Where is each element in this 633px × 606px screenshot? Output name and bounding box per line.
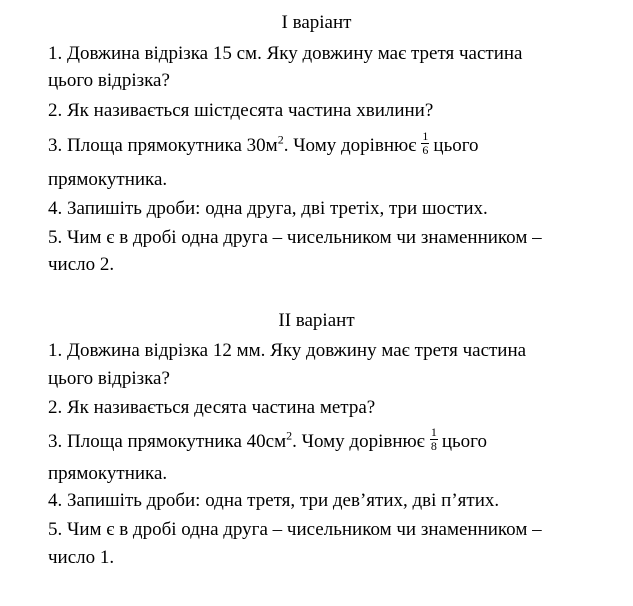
v1-question-3-line-1 bbox=[48, 129, 479, 160]
v1-question-1-line-2: цього відрізка? bbox=[48, 70, 170, 91]
v2-question-5-line-2: число 1. bbox=[48, 547, 115, 568]
v1-q3-fraction-denominator: 6 bbox=[422, 143, 429, 157]
v1-question-5-line-2: число 2. bbox=[48, 254, 115, 275]
v2-question-3-line-2: прямокутника. bbox=[48, 463, 168, 484]
v1-q3-text-after: цього bbox=[433, 134, 479, 156]
variant-2-title: II варіант bbox=[278, 310, 355, 331]
v2-question-1-line-1: 1. Довжина відрізка 12 мм. Яку довжину має третя частина bbox=[48, 340, 527, 361]
v2-q3-text-mid: . Чому дорівнює bbox=[292, 430, 425, 452]
v1-q3-fraction-numerator: 1 bbox=[422, 129, 429, 143]
v2-question-2: 2. Як називається десята частина метра? bbox=[48, 397, 376, 418]
v1-question-4: 4. Запишіть дроби: одна друга, дві третіх, три шостих. bbox=[48, 198, 488, 219]
v2-question-5-line-1: 5. Чим є в дробі одна друга – чисельником чи знаменником – bbox=[48, 519, 542, 540]
v2-q3-fraction-denominator: 8 bbox=[430, 439, 437, 453]
v1-question-5-line-1: 5. Чим є в дробі одна друга – чисельником чи знаменником – bbox=[48, 227, 542, 248]
v2-question-1-line-2: цього відрізка? bbox=[48, 368, 170, 389]
v2-q3-fraction-numerator: 1 bbox=[430, 425, 437, 439]
v2-q3-fraction bbox=[430, 426, 438, 453]
v2-q3-text-before: 3. Площа прямокутника 40см bbox=[48, 430, 287, 452]
v1-question-3-line-2: прямокутника. bbox=[48, 169, 168, 190]
v2-q3-text-after: цього bbox=[441, 430, 487, 452]
v1-q3-superscript: 2 bbox=[277, 132, 284, 147]
v2-question-3-line-1 bbox=[48, 425, 487, 456]
v1-question-2: 2. Як називається шістдесята частина хвилини? bbox=[48, 100, 434, 121]
v1-q3-fraction bbox=[421, 130, 429, 157]
v2-question-4: 4. Запишіть дроби: одна третя, три дев’ятих, дві п’ятих. bbox=[48, 490, 500, 511]
v2-q3-superscript: 2 bbox=[286, 428, 293, 443]
v1-q3-text-before: 3. Площа прямокутника 30м bbox=[48, 134, 278, 156]
variant-1-title: I варіант bbox=[281, 12, 352, 33]
v1-q3-text-mid: . Чому дорівнює bbox=[283, 134, 417, 156]
v1-question-1-line-1: 1. Довжина відрізка 15 см. Яку довжину має третя частина bbox=[48, 43, 523, 64]
